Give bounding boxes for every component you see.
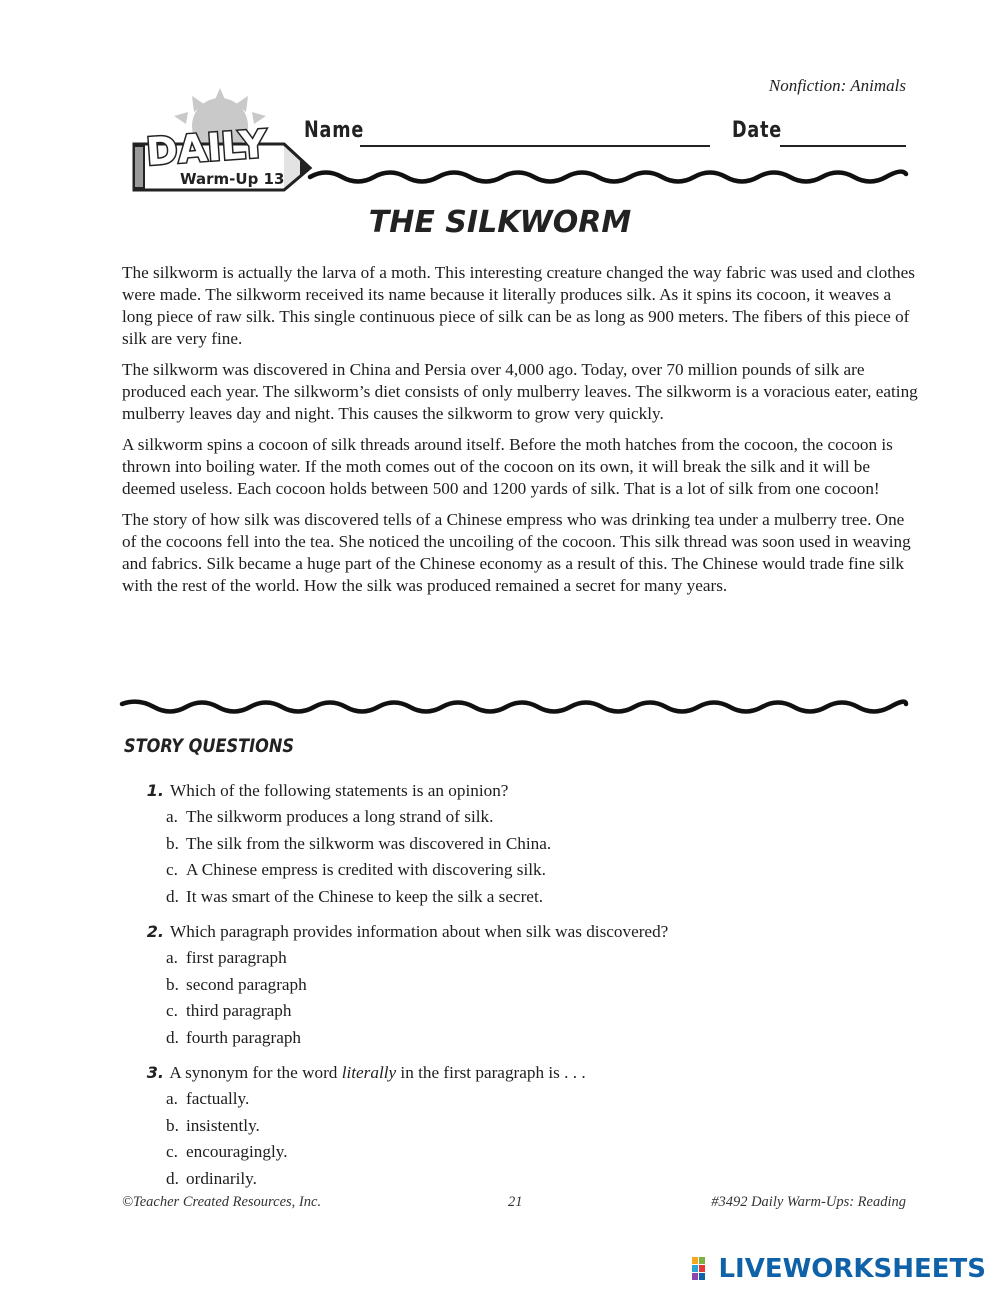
question-number: 3. [146,1063,164,1082]
date-field[interactable] [780,145,906,147]
answer-option-3b[interactable]: b. insistently. [166,1115,260,1135]
answer-option-2c[interactable]: c. third paragraph [166,1001,292,1020]
category-label: Nonfiction: Animals [768,76,906,95]
answer-option-1d[interactable]: d. It was smart of the Chinese to keep the silk a secret. [166,886,544,906]
question-number: 2. [146,922,164,941]
name-label: Name [304,118,365,143]
question-number: 1. [146,781,164,800]
question-3 [140,1060,920,1192]
answer-option-3c[interactable]: c. encouragingly. [166,1142,288,1161]
page-title: THE SILKWORM [368,205,632,240]
book-reference: #3492 Daily Warm-Ups: Reading [711,1194,906,1210]
copyright-footer: ©Teacher Created Resources, Inc. [122,1194,322,1210]
story-questions-heading: STORY QUESTIONS [124,735,295,757]
answer-option-1b[interactable]: b. The silk from the silkworm was discovered in China. [166,833,552,853]
wavy-divider-middle [0,696,1000,718]
page-number: 21 [508,1194,523,1210]
answer-option-1a[interactable]: a. The silkworm produces a long strand of silk. [166,807,494,826]
question-2 [140,919,920,1051]
liveworksheets-brand[interactable] [692,1254,986,1284]
answer-option-2d[interactable]: d. fourth paragraph [166,1027,302,1047]
answer-option-2b[interactable]: b. second paragraph [166,974,307,994]
liveworksheets-logo-icon [692,1257,714,1281]
question-1 [140,778,920,910]
name-field[interactable] [360,145,710,147]
answer-option-3a[interactable]: a. factually. [166,1089,250,1108]
logo-daily-text: DAILY [144,121,269,174]
question-list [140,778,920,1201]
paragraph-4: The story of how silk was discovered tells of a Chinese empress who was drinking tea under a mulberry tree. One of the cocoons fell into the tea. She noticed the uncoiling of the cocoon. This silk thread was soon used in weaving and fabrics. Silk became a huge part of the Chinese economy as a result of this. The Chinese would trade fine silk with the rest of the world. How the silk was produced remained a secret for many years. [122,510,911,595]
answer-option-1c[interactable]: c. A Chinese empress is credited with discovering silk. [166,860,546,879]
paragraph-3: A silkworm spins a cocoon of silk threads around itself. Before the moth hatches from the cocoon, the cocoon is thrown into boiling water. If the moth comes out of the cocoon on its own, it will break the silk and it will be deemed useless. Each cocoon holds between 500 and 1200 yards of silk. That is a lot of silk from one cocoon! [122,435,893,498]
wavy-divider-top [0,166,1000,188]
answer-option-3d[interactable]: d. ordinarily. [166,1168,257,1188]
liveworksheets-wordmark: LIVEWORKSHEETS [718,1254,986,1284]
paragraph-1: The silkworm is actually the larva of a moth. This interesting creature changed the way fabric was used and clothes were made. The silkworm received its name because it literally produces silk. As it spins its cocoon, it weaves a long piece of raw silk. This single continuous piece of silk can be as long as 900 meters. The fibers of this piece of silk are very fine. [122,263,915,348]
warmup-number: Warm-Up 13 [180,170,285,188]
paragraph-2: The silkworm was discovered in China and Persia over 4,000 ago. Today, over 70 million pounds of silk are produced each year. The silkworm’s diet consists of only mulberry leaves. The silkworm is a voracious eater, eating mulberry leaves day and night. This causes the silkworm to grow very quickly. [122,360,918,423]
question-text: A synonym for the word literally in the first paragraph is . . . [169,1063,586,1082]
question-text: Which of the following statements is an opinion? [170,781,509,800]
date-label: Date [732,118,783,143]
reading-passage [122,262,922,606]
question-text: Which paragraph provides information about when silk was discovered? [170,922,669,941]
answer-option-2a[interactable]: a. first paragraph [166,948,287,967]
italic-term: literally [341,1063,397,1082]
